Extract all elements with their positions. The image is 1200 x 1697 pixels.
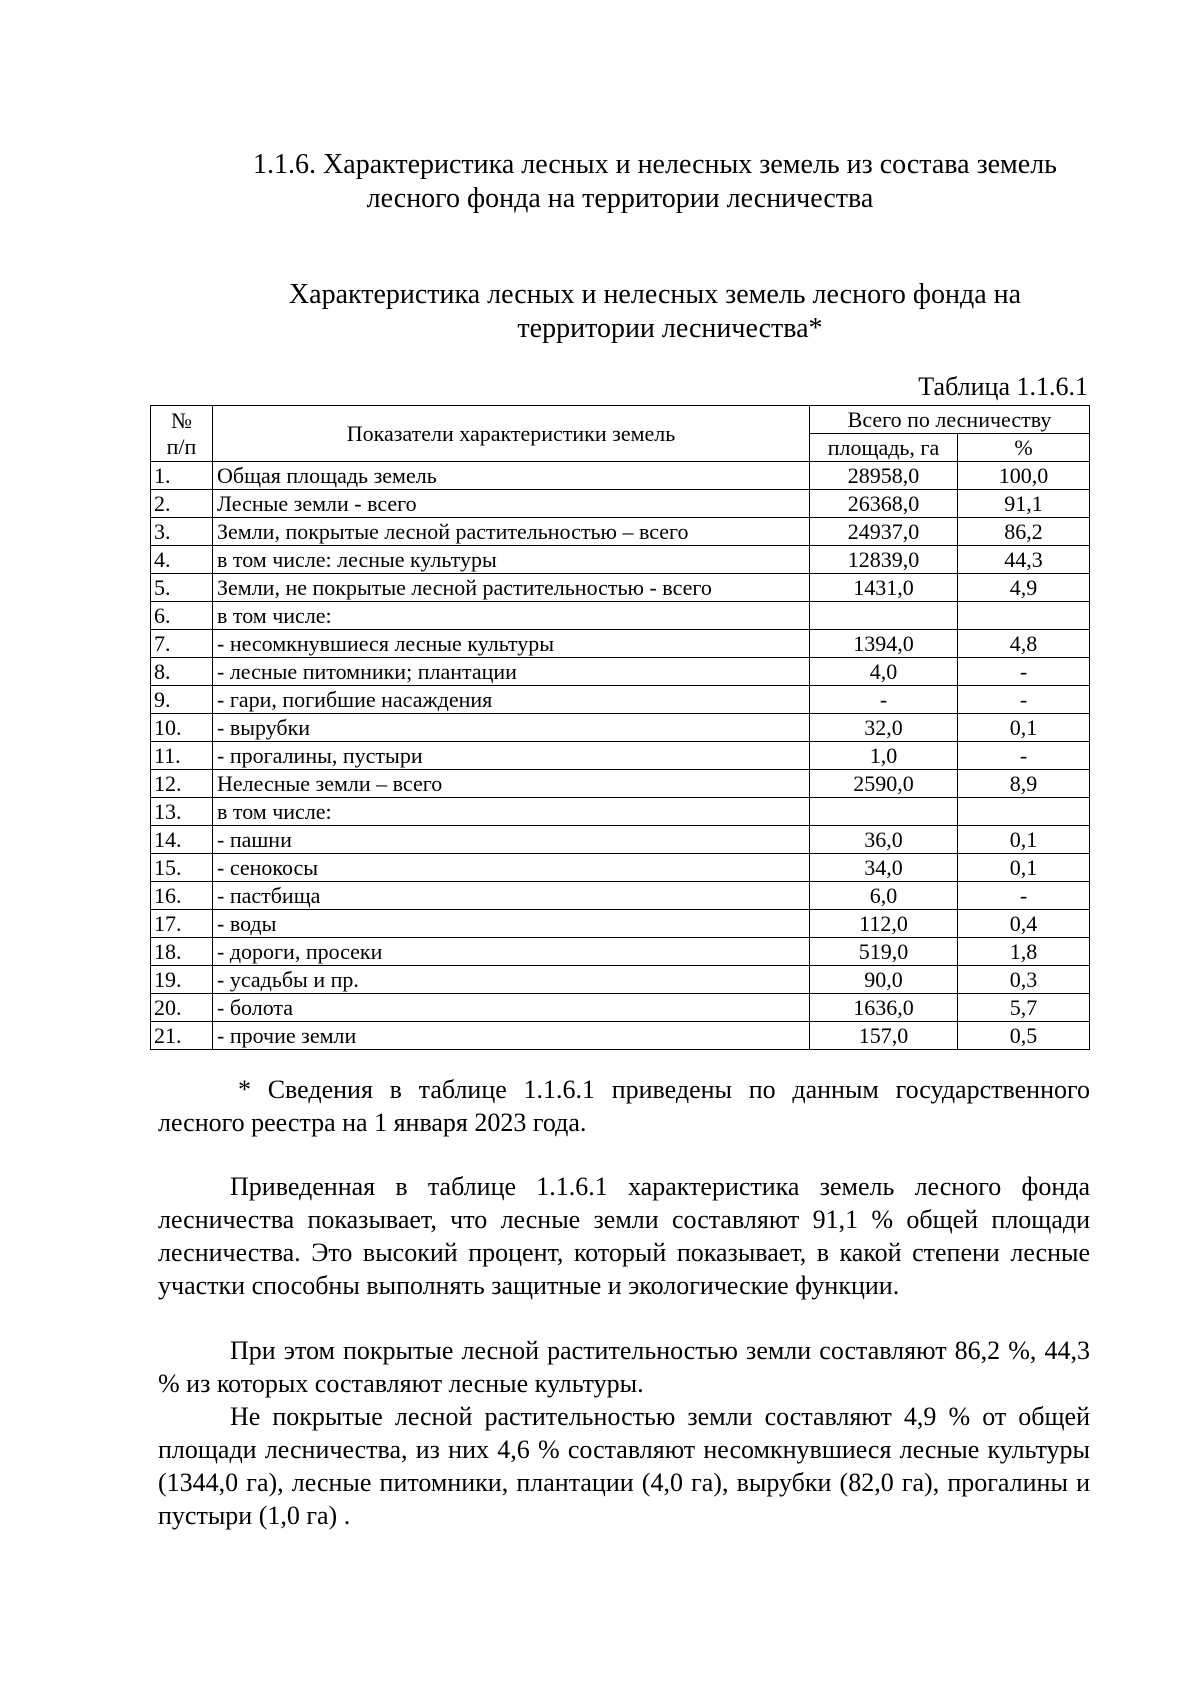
land-characteristics-table [150,405,1090,1050]
cell-percent: 100,0 [958,462,1090,490]
header-indicator: Показатели характеристики земель [213,406,810,462]
cell-area: 24937,0 [810,518,958,546]
cell-number: 11. [151,742,213,770]
table-body [151,462,1090,1050]
cell-indicator: в том числе: лесные культуры [213,546,810,574]
cell-area: 32,0 [810,714,958,742]
cell-area: 4,0 [810,658,958,686]
cell-area [810,798,958,826]
table-row [151,714,1090,742]
cell-indicator: - болота [213,994,810,1022]
cell-indicator: Лесные земли - всего [213,490,810,518]
cell-percent: - [958,882,1090,910]
cell-indicator: - пастбища [213,882,810,910]
table-row [151,938,1090,966]
cell-indicator: - лесные питомники; плантации [213,658,810,686]
cell-area: 157,0 [810,1022,958,1050]
cell-percent: 4,9 [958,574,1090,602]
cell-number: 19. [151,966,213,994]
cell-area: 6,0 [810,882,958,910]
cell-percent: - [958,658,1090,686]
cell-number: 3. [151,518,213,546]
cell-indicator: - воды [213,910,810,938]
cell-area: 1394,0 [810,630,958,658]
cell-area: 519,0 [810,938,958,966]
table-row [151,546,1090,574]
cell-indicator: в том числе: [213,798,810,826]
table-header-row [151,406,1090,434]
section-title-line-1: 1.1.6. Характеристика лесных и нелесных земель из состава земель [253,149,1057,180]
cell-area: 90,0 [810,966,958,994]
cell-percent: - [958,686,1090,714]
cell-indicator: - пашни [213,826,810,854]
cell-indicator: - гари, погибшие насаждения [213,686,810,714]
cell-percent: - [958,742,1090,770]
table-row [151,966,1090,994]
table-row [151,686,1090,714]
cell-percent: 0,1 [958,854,1090,882]
cell-percent: 91,1 [958,490,1090,518]
cell-indicator: - усадьбы и пр. [213,966,810,994]
section-title [150,148,1090,216]
paragraph-1: Приведенная в таблице 1.1.6.1 характеристика земель лесного фонда лесничества показывает, что лесные земли составляют 91,1 % общей площади лесничества. Это высокий процент, который показывает, в какой степени лесные участки способны выполнять защитные и экологические функции. [158,1172,1090,1300]
cell-indicator: Земли, не покрытые лесной растительностью - всего [213,574,810,602]
cell-percent [958,602,1090,630]
table-row [151,518,1090,546]
cell-area: 12839,0 [810,546,958,574]
header-number-pp: п/п [166,433,197,459]
table-caption-line-2: территории лесничества* [517,313,823,344]
cell-area: 112,0 [810,910,958,938]
cell-number: 2. [151,490,213,518]
table-number: Таблица 1.1.6.1 [918,372,1088,401]
cell-number: 8. [151,658,213,686]
cell-number: 18. [151,938,213,966]
cell-number: 16. [151,882,213,910]
table-row [151,490,1090,518]
table-row [151,826,1090,854]
cell-indicator: - вырубки [213,714,810,742]
cell-number: 7. [151,630,213,658]
table-caption-line-1: Характеристика лесных и нелесных земель лесного фонда на [288,279,1022,310]
cell-indicator: - прочие земли [213,1022,810,1050]
cell-number: 17. [151,910,213,938]
table-row [151,1022,1090,1050]
cell-number: 12. [151,770,213,798]
table-row [151,770,1090,798]
table-row [151,882,1090,910]
table-row [151,574,1090,602]
cell-indicator: - прогалины, пустыри [213,742,810,770]
cell-percent: 1,8 [958,938,1090,966]
table-row [151,658,1090,686]
cell-area: 34,0 [810,854,958,882]
cell-percent [958,798,1090,826]
cell-number: 5. [151,574,213,602]
cell-area [810,602,958,630]
cell-area: 28958,0 [810,462,958,490]
table-row [151,994,1090,1022]
cell-area: 1636,0 [810,994,958,1022]
cell-number: 20. [151,994,213,1022]
cell-indicator: в том числе: [213,602,810,630]
cell-percent: 44,3 [958,546,1090,574]
table-footnote: * Сведения в таблице 1.1.6.1 приведены по данным государственного лесного реестра на 1 января 2023 года. [158,1075,1090,1137]
cell-indicator: Общая площадь земель [213,462,810,490]
cell-number: 14. [151,826,213,854]
cell-percent: 8,9 [958,770,1090,798]
table-row [151,742,1090,770]
cell-number: 13. [151,798,213,826]
cell-percent: 0,4 [958,910,1090,938]
header-forestry-total: Всего по лесничеству [810,406,1090,434]
cell-number: 9. [151,686,213,714]
cell-number: 21. [151,1022,213,1050]
cell-percent: 0,1 [958,826,1090,854]
cell-area: 2590,0 [810,770,958,798]
cell-area: 36,0 [810,826,958,854]
cell-number: 1. [151,462,213,490]
cell-area: - [810,686,958,714]
table-row [151,462,1090,490]
table-row [151,798,1090,826]
cell-number: 15. [151,854,213,882]
table-row [151,910,1090,938]
cell-area: 1,0 [810,742,958,770]
cell-indicator: Нелесные земли – всего [213,770,810,798]
cell-number: 6. [151,602,213,630]
cell-number: 4. [151,546,213,574]
cell-percent: 5,7 [958,994,1090,1022]
cell-indicator: - дороги, просеки [213,938,810,966]
cell-area: 1431,0 [810,574,958,602]
cell-percent: 0,1 [958,714,1090,742]
cell-percent: 4,8 [958,630,1090,658]
cell-indicator: Земли, покрытые лесной растительностью – всего [213,518,810,546]
paragraph-2: При этом покрытые лесной растительностью земли составляют 86,2 %, 44,3 % из которых составляют лесные культуры. [158,1336,1090,1398]
cell-area: 26368,0 [810,490,958,518]
header-percent: % [958,434,1090,462]
section-title-line-2: лесного фонда на территории лесничества [366,183,874,214]
cell-indicator: - несомкнувшиеся лесные культуры [213,630,810,658]
paragraph-3: Не покрытые лесной растительностью земли составляют 4,9 % от общей площади лесничества, из них 4,6 % составляют несомкнувшиеся лесные культуры (1344,0 га), лесные питомники, плантации (4,0 га), вырубки (82,0 га), прогалины и пустыри (1,0 га) . [158,1402,1090,1530]
header-area: площадь, га [810,434,958,462]
header-number-symbol: № [171,407,192,433]
cell-percent: 0,5 [958,1022,1090,1050]
table-row [151,854,1090,882]
header-number [151,406,213,462]
cell-indicator: - сенокосы [213,854,810,882]
table-row [151,630,1090,658]
cell-percent: 86,2 [958,518,1090,546]
table-row [151,602,1090,630]
table-caption [150,278,1090,346]
cell-percent: 0,3 [958,966,1090,994]
cell-number: 10. [151,714,213,742]
